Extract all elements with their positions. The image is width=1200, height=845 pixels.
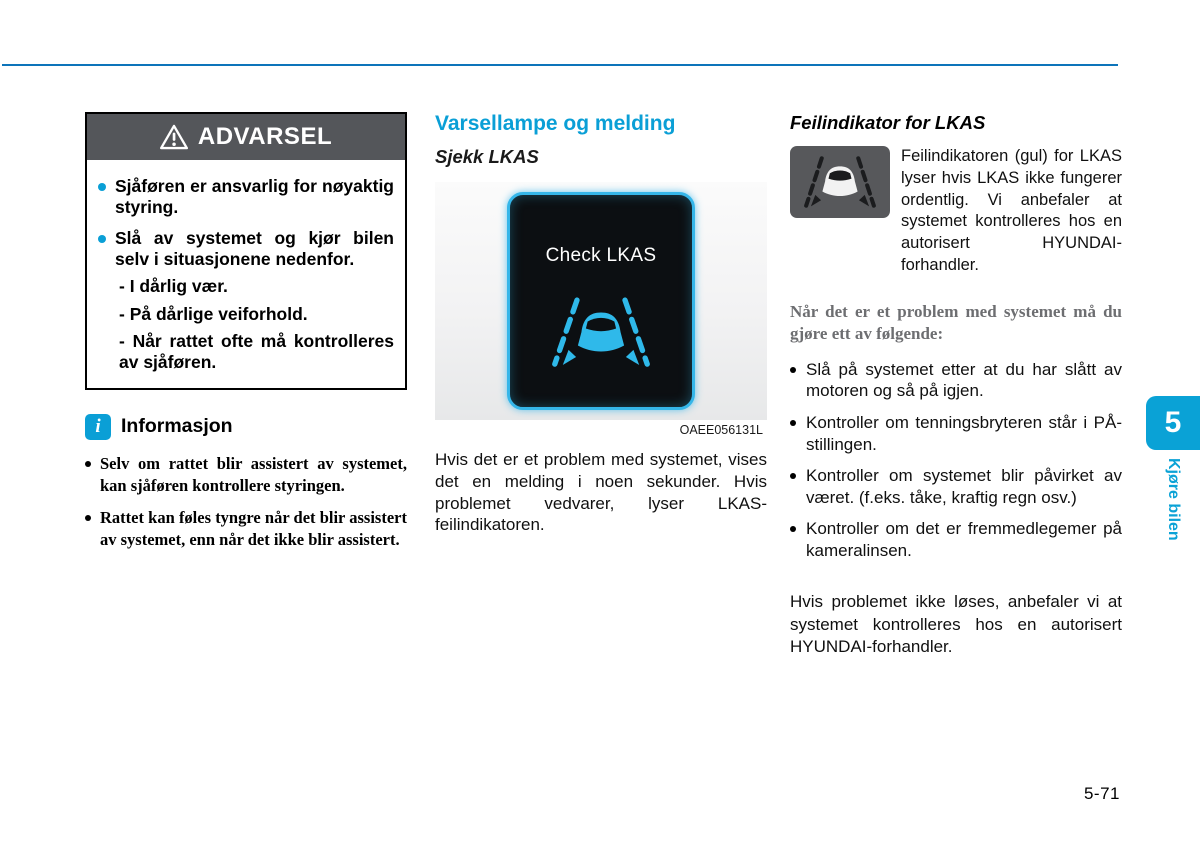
warning-title: ADVARSEL <box>197 123 333 150</box>
information-heading <box>85 414 407 440</box>
bullet-icon <box>790 473 796 479</box>
cluster-display-figure <box>435 182 767 420</box>
lkas-lane-keeping-icon <box>543 293 659 373</box>
chapter-label-wrap <box>1146 458 1200 588</box>
information-title: Informasjon <box>121 415 233 438</box>
left-column <box>85 112 407 562</box>
troubleshoot-item-text: Slå på systemet etter at du har slått av motoren og så på igjen. <box>806 359 1122 401</box>
warning-subitem: - I dårlig vær. <box>119 276 228 297</box>
figure-caption: OAEE056131L <box>679 423 763 437</box>
information-item <box>85 507 407 551</box>
troubleshoot-item-text: Kontroller om tenningsbryteren står i PÅ-stillingen. <box>806 412 1122 454</box>
indicator-description: Feilindikatoren (gul) for LKAS lyser hvis LKAS ikke fungerer ordentlig. Vi anbefaler at systemet kontrolleres hos en autorisert HYUNDAI-forhandler. <box>901 147 1122 274</box>
right-heading: Feilindikator for LKAS <box>790 112 986 133</box>
page-number: 5-71 <box>1083 784 1120 803</box>
bullet-icon <box>98 183 106 191</box>
information-item-text: Selv om rattet blir assistert av systemet, kan sjåføren kontrollere styringen. <box>100 453 407 495</box>
warning-item <box>98 176 394 219</box>
warning-item-text <box>115 228 394 374</box>
problem-heading: Når det er et problem med systemet må du gjøre ett av følgende: <box>790 301 1122 343</box>
warning-subitem: - På dårlige veiforhold. <box>119 303 308 324</box>
right-column <box>790 112 1122 658</box>
warning-box <box>85 112 407 390</box>
warning-item-text: Sjåføren er ansvarlig for nøyaktig styring. <box>115 176 394 218</box>
bullet-icon <box>85 461 91 467</box>
top-divider <box>2 64 1118 66</box>
display-message: Check LKAS <box>545 245 657 266</box>
bullet-icon <box>790 420 796 426</box>
bullet-icon <box>98 235 106 243</box>
troubleshoot-item <box>790 412 1122 455</box>
section-subheading: Sjekk LKAS <box>435 146 539 167</box>
information-item <box>85 453 407 497</box>
bullet-icon <box>790 367 796 373</box>
warning-body <box>87 160 405 388</box>
bullet-icon <box>85 515 91 521</box>
middle-column <box>435 112 767 536</box>
middle-paragraph: Hvis det er et problem med systemet, vises det en melding i noen sekunder. Hvis problemet vedvarer, lyser LKAS-feilindikatoren. <box>435 450 767 535</box>
cluster-display <box>507 192 695 410</box>
troubleshoot-item <box>790 518 1122 561</box>
information-item-text: Rattet kan føles tyngre når det blir assistert av systemet, enn når det ikke blir assistert. <box>100 508 407 550</box>
troubleshoot-item-text: Kontroller om det er fremmedlegemer på kameralinsen. <box>806 519 1122 560</box>
warning-triangle-icon <box>160 124 188 150</box>
warning-header <box>87 114 405 160</box>
indicator-row <box>790 146 1122 277</box>
troubleshoot-item-text: Kontroller om systemet blir påvirket av været. (f.eks. tåke, kraftig regn osv.) <box>806 466 1122 507</box>
bullet-icon <box>790 526 796 532</box>
closing-paragraph: Hvis problemet ikke løses, anbefaler vi at systemet kontrolleres hos en autorisert HYUNDAI-forhandler. <box>790 592 1122 656</box>
troubleshoot-item <box>790 465 1122 508</box>
lkas-indicator-icon <box>790 146 890 218</box>
chapter-label: Kjøre bilen <box>1165 458 1182 541</box>
information-section <box>85 414 407 551</box>
warning-item <box>98 228 394 374</box>
warning-subitem: - Når rattet ofte må kontrolleres av sjåføren. <box>119 331 394 373</box>
troubleshoot-item <box>790 359 1122 402</box>
chapter-tab: 5 <box>1146 396 1200 450</box>
section-heading: Varsellampe og melding <box>435 112 676 135</box>
info-icon: i <box>85 414 111 440</box>
warning-item-main: Slå av systemet og kjør bilen selv i situasjonene nedenfor. <box>115 227 394 270</box>
